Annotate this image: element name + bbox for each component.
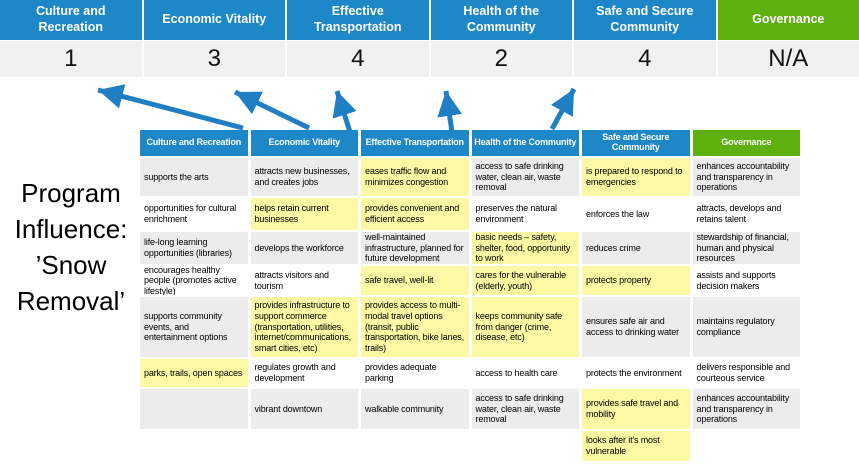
matrix-cell-r3-c6: stewardship of financial, human and physical resources [693, 232, 801, 264]
summary-score-2: 4 [287, 41, 429, 77]
summary-score-5: N/A [718, 41, 859, 77]
matrix-cell-r7-c3: walkable community [361, 389, 469, 429]
matrix-cell-r5-c1: supports community events, and entertainment options [140, 297, 248, 357]
matrix-header-3: Health of the Community [472, 130, 580, 156]
summary-category-5: Governance [718, 0, 859, 40]
matrix-cell-r1-c4: access to safe drinking water, clean air, waste removal [472, 158, 580, 196]
matrix-header-2: Effective Transportation [361, 130, 469, 156]
matrix-cell-r3-c3: well-maintained infrastructure, planned for future development [361, 232, 469, 264]
influence-arrow-safe [552, 89, 574, 129]
matrix-cell-r2-c6: attracts, develops and retains talent [693, 198, 801, 230]
matrix-cell-r8-c2 [251, 431, 359, 461]
matrix-cell-r4-c5: protects property [582, 266, 690, 295]
matrix-cell-r4-c2: attracts visitors and tourism [251, 266, 359, 295]
matrix-cell-r6-c5: protects the environment [582, 359, 690, 387]
matrix-cell-r5-c6: maintains regulatory compliance [693, 297, 801, 357]
matrix-cell-r7-c6: enhances accountability and transparency in operations [693, 389, 801, 429]
matrix-cell-r6-c4: access to health care [472, 359, 580, 387]
matrix-cell-r1-c6: enhances accountability and transparency in operations [693, 158, 801, 196]
matrix-cell-r6-c6: delivers responsible and courteous service [693, 359, 801, 387]
matrix-cell-r8-c5: looks after it's most vulnerable [582, 431, 690, 461]
influence-arrow-transportation [337, 91, 350, 132]
matrix-header-4: Safe and Secure Community [582, 130, 690, 156]
summary-category-1: Economic Vitality [144, 0, 286, 40]
summary-category-3: Health of the Community [431, 0, 573, 40]
program-title [0, 176, 142, 320]
matrix-cell-r4-c1: encourages healthy people (promotes active lifestyle) [140, 266, 248, 295]
program-title-line: Removal’ [16, 285, 126, 316]
matrix-cell-r1-c2: attracts new businesses, and creates jobs [251, 158, 359, 196]
summary-score-3: 2 [431, 41, 573, 77]
matrix-cell-r5-c2: provides infrastructure to support commerce (transportation, utilities, internet/communications, smart cities, etc) [251, 297, 359, 357]
matrix-header-5: Governance [693, 130, 801, 156]
summary-category-2: Effective Transportation [287, 0, 429, 40]
matrix-cell-r2-c2: helps retain current businesses [251, 198, 359, 230]
summary-category-4: Safe and Secure Community [574, 0, 716, 40]
matrix-cell-r3-c4: basic needs – safety, shelter, food, opportunity to work [472, 232, 580, 264]
matrix-header-1: Economic Vitality [251, 130, 359, 156]
matrix-cell-r5-c3: provides access to multi-modal travel options (transit, public transportation, bike lanes, trails) [361, 297, 469, 357]
summary-score-0: 1 [0, 41, 142, 77]
matrix-cell-r2-c3: provides convenient and efficient access [361, 198, 469, 230]
matrix-cell-r2-c1: opportunities for cultural enrichment [140, 198, 248, 230]
matrix-cell-r6-c3: provides adequate parking [361, 359, 469, 387]
influence-arrow-health [446, 91, 452, 132]
influence-arrow-economic [235, 92, 309, 128]
matrix-cell-r2-c5: enforces the law [582, 198, 690, 230]
summary-score-1: 3 [144, 41, 286, 77]
matrix-cell-r5-c4: keeps community safe from danger (crime, disease, etc) [472, 297, 580, 357]
matrix-grid [140, 130, 800, 461]
program-title-line: Program [21, 178, 121, 208]
matrix-cell-r7-c4: access to safe drinking water, clean air, waste removal [472, 389, 580, 429]
influence-arrow-culture [98, 90, 243, 128]
influence-arrows [0, 79, 660, 135]
summary-score-4: 4 [574, 41, 716, 77]
matrix-cell-r6-c2: regulates growth and development [251, 359, 359, 387]
matrix-cell-r3-c2: develops the workforce [251, 232, 359, 264]
matrix-cell-r4-c6: assists and supports decision makers [693, 266, 801, 295]
program-title-line: ’Snow [35, 249, 107, 280]
matrix-cell-r8-c6 [693, 431, 801, 461]
matrix-cell-r1-c3: eases traffic flow and minimizes congestion [361, 158, 469, 196]
matrix-cell-r2-c4: preserves the natural environment [472, 198, 580, 230]
matrix-cell-r5-c5: ensures safe air and access to drinking water [582, 297, 690, 357]
matrix-cell-r8-c1 [140, 431, 248, 461]
matrix-cell-r8-c4 [472, 431, 580, 461]
matrix-cell-r1-c5: is prepared to respond to emergencies [582, 158, 690, 196]
matrix-cell-r3-c5: reduces crime [582, 232, 690, 264]
matrix-cell-r4-c3: safe travel, well-lit [361, 266, 469, 295]
matrix-cell-r7-c5: provides safe travel and mobility [582, 389, 690, 429]
matrix-cell-r4-c4: cares for the vulnerable (elderly, youth) [472, 266, 580, 295]
matrix-cell-r7-c2: vibrant downtown [251, 389, 359, 429]
matrix-cell-r1-c1: supports the arts [140, 158, 248, 196]
summary-grid [0, 0, 859, 77]
matrix-cell-r7-c1 [140, 389, 248, 429]
program-title-line: Influence: [14, 213, 128, 244]
matrix-cell-r3-c1: life-long learning opportunities (libraries) [140, 232, 248, 264]
matrix-cell-r6-c1: parks, trails, open spaces [140, 359, 248, 387]
summary-category-0: Culture and Recreation [0, 0, 142, 40]
matrix-header-0: Culture and Recreation [140, 130, 248, 156]
matrix-cell-r8-c3 [361, 431, 469, 461]
